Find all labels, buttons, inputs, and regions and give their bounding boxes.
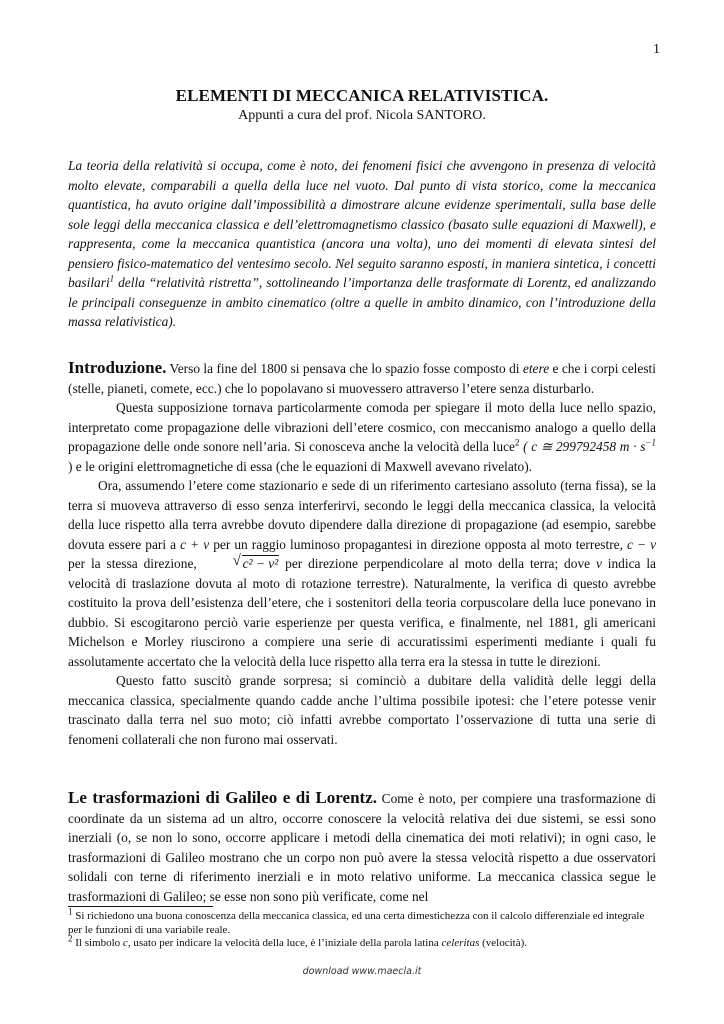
p3-text: Ora, assumendo l’etere come stazionario e sede di un riferimento cartesiano assoluto (terna fissa), se la terra si muoveva attraverso di esso senza interferirvi, secondo le leggi della meccanica classica, la velocità della luce rispetto alla terra avrebbe dovuto dipendere dalla direzione di propagazione (ad esempio, sarebbe dovuta essere pari a (68, 478, 656, 552)
formula-c-plus-v: c + v (180, 536, 210, 552)
section-introduction (68, 358, 656, 749)
section-galileo-lorentz (68, 788, 656, 906)
intro-paragraph-4: Questo fatto suscitò grande sorpresa; si cominciò a dubitare della validità delle leggi della meccanica classica, specialmente quando cadde anche l’ultima possibile ipotesi: che l’etere potesse venir trascinato dalla terra nel suo moto; ciò infatti avrebbe comportato l’osservazione di tutta una serie di fenomeni collaterali che non furono mai osservati. (68, 673, 656, 747)
download-footer: download www.maecla.it (302, 966, 422, 977)
footnote-2-text-b: , usato per indicare la velocità della luce, è l’iniziale della parola latina (127, 937, 442, 949)
footnote-2-latin: celeritas (441, 937, 480, 949)
intro-paragraph-2 (68, 398, 656, 476)
p3-text-e: indica la velocità di traslazione dovuta al moto di rotazione terrestre). Naturalmente, la verifica di questo avrebbe costituito la prova dell’esistenza dell’etere, che i sostenitori della teoria corpuscolare della luce ponevano in dubbio. Si escogitarono perciò varie esperienze per questa verifica, e finalmente, nel 1881, gli americani Michelson e Morley riuscirono a compiere una serie di accuratissimi esperimenti mediante i quali fu assolutamente accertato che la velocità della luce rispetto alla terra era la stessa in tutte le direzioni. (68, 556, 657, 669)
footnote-1-number: 1 (68, 906, 73, 917)
abstract-text-cont: della “relatività ristretta”, sottolineando l’importanza delle trasformate di Lorentz, ed analizzando le principali conseguenze in ambito cinematico (oltre a quelle in ambito dinamico, con l’introduzione della massa relativistica). (68, 275, 656, 329)
galileo-paragraph (68, 788, 656, 906)
p3-text-d: per direzione perpendicolare al moto della terra; dove (279, 556, 596, 571)
speed-of-light-formula: ( c ≅ 299792458 m · s (519, 439, 646, 454)
p2-text: Questa supposizione tornava particolarmente comoda per spiegare il moto della luce nello spazio, interpretato come propagazione delle vibrazioni dell’etere cosmico, con meccanismo analogo a quello della propagazione delle onde sonore nell’aria. Si conosceva anche la velocità della luce (68, 400, 656, 454)
footnote-2-end: (velocità). (479, 937, 528, 949)
etere-term: etere (522, 361, 550, 376)
symbol-v: v (595, 556, 602, 571)
document-subtitle: Appunti a cura del prof. Nicola SANTORO. (238, 108, 486, 123)
section-heading-introduction: Introduzione. (68, 358, 167, 377)
footnote-ref-1: 1 (109, 273, 115, 284)
footnote-2-text: Il simbolo (72, 937, 123, 949)
footnote-2 (68, 933, 656, 951)
p2-text-cont: ) e le origini elettromagnetiche di essa (che le equazioni di Maxwell avevano rivelato). (68, 458, 533, 474)
footnotes (68, 906, 656, 951)
page-number: 1 (653, 42, 660, 57)
sqrt-radicand: c² − v² (242, 556, 279, 571)
footnote-divider (68, 906, 213, 907)
footnote-2-number: 2 (68, 933, 73, 944)
document-title: ELEMENTI DI MECCANICA RELATIVISTICA. (175, 86, 549, 105)
p3-text-c: per la stessa direzione, (68, 556, 203, 571)
formula-sqrt (203, 554, 280, 574)
footnote-ref-2: 2 (514, 437, 520, 448)
p3-text-b: per un raggio luminoso propagantesi in direzione opposta al moto terrestre, (209, 536, 627, 552)
footnote-2-symbol: c (122, 937, 128, 949)
intro-text: Verso la fine del 1800 si pensava che lo spazio fosse composto di (166, 361, 523, 376)
abstract-text: La teoria della relatività si occupa, come è noto, dei fenomeni fisici che avvengono in presenza di velocità molto elevate, comparabili a quella della luce nel vuoto. Dal punto di vista storico, come la meccanica quantistica, ha avuto origine dall’impossibilità a dimostrare alcune evidenze sperimentali, sulla base delle sole leggi della meccanica classica e dell’elettromagnetismo classico (basato sulle equazioni di Maxwell), e rappresenta, come la meccanica quantistica (ancora una volta), uno dei momenti di elevata sintesi del pensiero fisico-matematico del ventesimo secolo. Nel seguito saranno esposti, in maniera sintetica, i concetti basilari (68, 158, 656, 290)
section-heading-galileo-lorentz: Le trasformazioni di Galileo e di Lorentz. (68, 788, 378, 807)
intro-paragraph-1 (68, 358, 656, 398)
formula-exponent: −1 (645, 437, 656, 448)
footnote-1 (68, 906, 656, 937)
intro-text-cont: e che i corpi celesti (stelle, pianeti, comete, ecc.) che lo popolavano si muovessero attraverso l’etere senza disturbarlo. (68, 361, 657, 396)
footnote-1-text: Si richiedono una buona conoscenza della meccanica classica, ed una certa dimestichezza con il calcolo differenziale ed integrale per le funzioni di una variabile reale. (68, 910, 645, 936)
abstract (68, 156, 656, 332)
intro-paragraph-3 (68, 476, 656, 671)
galileo-text: Come è noto, per compiere una trasformazione di coordinate da un sistema ad un altro, occorre conoscere la velocità relativa dei due sistemi, se essi sono inerziali (o, se non lo sono, occorre applicare i metodi della cinematica dei moti relativi); in ogni caso, le trasformazioni di Galileo mostrano che un corpo non può avere la stessa velocità rispetto a due osservatori solidali con terne di riferimento inerziali e in moto relativo uniforme. La meccanica classica segue le trasformazioni di Galileo; se esse non sono più verificate, come nel (68, 791, 656, 904)
formula-c-minus-v: c − v (627, 536, 657, 552)
